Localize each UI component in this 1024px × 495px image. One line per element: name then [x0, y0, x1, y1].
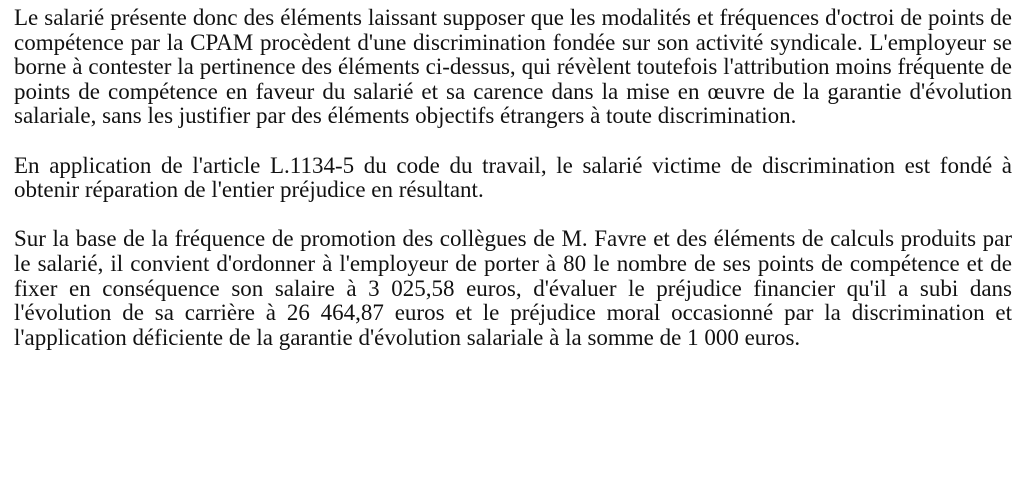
document-body: [14, 6, 1012, 350]
paragraph-discrimination-elements: Le salarié présente donc des éléments laissant supposer que les modalités et fréquences d'octroi de points de compétence par la CPAM procèdent d'une discrimination fondée sur son activité syndicale. L'employeur se borne à contester la pertinence des éléments ci-dessus, qui révèlent toutefois l'attribution moins fréquente de points de compétence en faveur du salarié et sa carence dans la mise en œuvre de la garantie d'évolution salariale, sans les justifier par des éléments objectifs étrangers à toute discrimination.: [14, 5, 1012, 129]
paragraph-legal-basis: En application de l'article L.1134-5 du code du travail, le salarié victime de discrimination est fondé à obtenir réparation de l'entier préjudice en résultant.: [14, 152, 1012, 203]
paragraph-damages-calculation: Sur la base de la fréquence de promotion des collègues de M. Favre et des éléments de calculs produits par le salarié, il convient d'ordonner à l'employeur de porter à 80 le nombre de ses points de compétence et de fixer en conséquence son salaire à 3 025,58 euros, d'évaluer le préjudice financier qu'il a subi dans l'évolution de sa carrière à 26 464,87 euros et le préjudice moral occasionné par la discrimination et l'application déficiente de la garantie d'évolution salariale à la somme de 1 000 euros.: [14, 226, 1012, 350]
